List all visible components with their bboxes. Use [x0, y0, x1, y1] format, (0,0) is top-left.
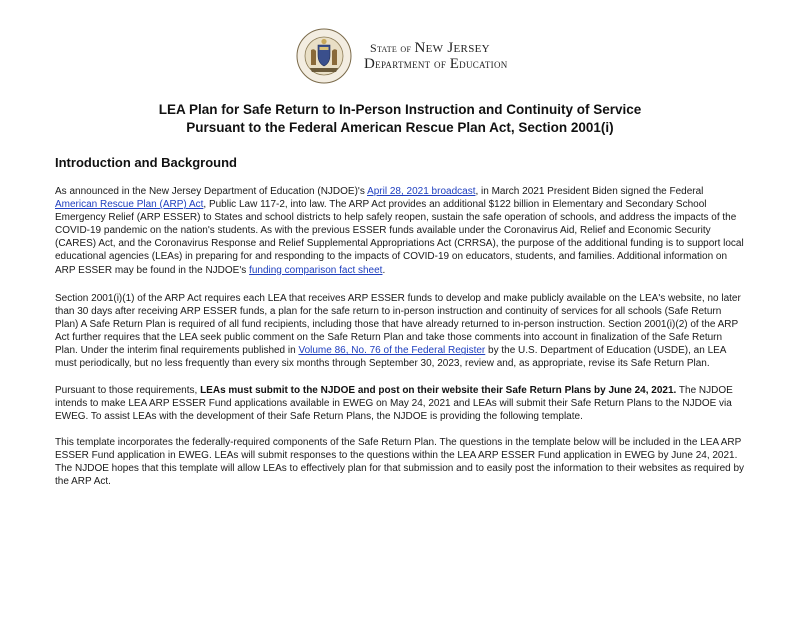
- document-title: [40, 101, 760, 137]
- dept-initial: D: [364, 55, 376, 72]
- paragraph-4: [55, 436, 747, 488]
- funding-fact-sheet-link[interactable]: funding comparison fact sheet: [249, 264, 383, 276]
- agency-state: [364, 41, 508, 56]
- p1-text-3: , Public Law 117-2, into law. The ARP Act provides an additional $122 billion in Elementary and Secondary School Emergency Relief (ARP ESSER) to States and school districts to help safely reopen, sustain the safe operation of schools, and address the impacts of the COVID-19 pandemic on the nation's students. As with the previous ESSER funds available under the Coronavirus Aid, Relief and Economic Security (CARES) Act, and the Coronavirus Response and Relief Supplemental Appropriations Act (CRRSA), the purpose of the additional funding is to support local educational agencies (LEAs) in preparing for and responding to the impacts of COVID-19 on educators, students, and families. Additional information on ARP ESSER may be found in the NJDOE's: [55, 199, 744, 276]
- edu-rest: ducation: [459, 55, 508, 71]
- paragraph-2: [55, 292, 747, 371]
- dept-rest: epartment of: [375, 55, 450, 71]
- p3-text-1: Pursuant to those requirements,: [55, 385, 201, 396]
- p4-text-1: This template incorporates the federally-required components of the Safe Return Plan. The questions in the template below will be included in the LEA ARP ESSER Fund application in EWEG. LEAs will submit responses to the questions within the LEA ARP ESSER Fund application in EWEG by June 24, 2021. The NJDOE hopes that this template will allow LEAs to effectively plan for that submission and to easily post the information to their websites as required by the ARP Act.: [55, 437, 745, 488]
- p2-text-2: by the U.S. Department of Education (USDE), an LEA must periodically, but no less frequently than every six months through September 30, 2023, review and, as appropriate, revise its Safe Return Plan.: [55, 345, 726, 370]
- p2-text-1: Section 2001(i)(1) of the ARP Act requires each LEA that receives ARP ESSER funds to develop and make publicly available on the LEA's website, no later than 30 days after receiving ARP ESSER funds, a plan for the safe return to in-person instruction and continuity of services for all schools (Safe Return Plan) A Safe Return Plan is required of all fund recipients, including those that have already returned to in-person instruction. Section 2001(i)(2) of the ARP Act further requires that the LEA seek public comment on the Safe Return Plan and take those comments into account in finalization of the Safe Return Plan. Under the interim final requirements published in: [55, 293, 741, 357]
- paragraph-3: [55, 384, 747, 423]
- state-of-text: State of: [370, 40, 415, 55]
- nj-state-seal-icon: [296, 28, 352, 84]
- section-heading: Introduction and Background: [55, 155, 237, 170]
- title-line-1: LEA Plan for Safe Return to In-Person Instruction and Continuity of Service: [158, 102, 642, 117]
- p3-bold-deadline: LEAs must submit to the NJDOE and post on their website their Safe Return Plans by June 24, 2021.: [200, 385, 677, 396]
- p1-text-2: , in March 2021 President Biden signed the Federal: [475, 186, 704, 197]
- state-name-text: New Jersey: [414, 39, 490, 56]
- agency-name: [364, 41, 508, 72]
- title-line-2: Pursuant to the Federal American Rescue Plan Act, Section 2001(i): [186, 120, 614, 135]
- federal-register-link[interactable]: Volume 86, No. 76 of the Federal Register: [298, 345, 486, 357]
- agency-department: [364, 56, 508, 72]
- p3-text-2: The NJDOE intends to make LEA ARP ESSER Fund applications available in EWEG on May 24, 2021 and LEAs will submit their Safe Return Plans to the NJDOE via EWEG. To assist LEAs with the development of their Safe Return Plans, the NJDOE is providing the following template.: [55, 385, 733, 423]
- edu-initial: E: [449, 55, 460, 72]
- arp-act-link[interactable]: American Rescue Plan (ARP) Act: [55, 199, 204, 211]
- broadcast-link[interactable]: April 28, 2021 broadcast: [367, 186, 476, 197]
- paragraph-1: [55, 185, 747, 277]
- p1-text-1: As announced in the New Jersey Department of Education (NJDOE)'s: [55, 186, 368, 197]
- p1-text-4: .: [382, 264, 386, 276]
- letterhead: [296, 28, 508, 84]
